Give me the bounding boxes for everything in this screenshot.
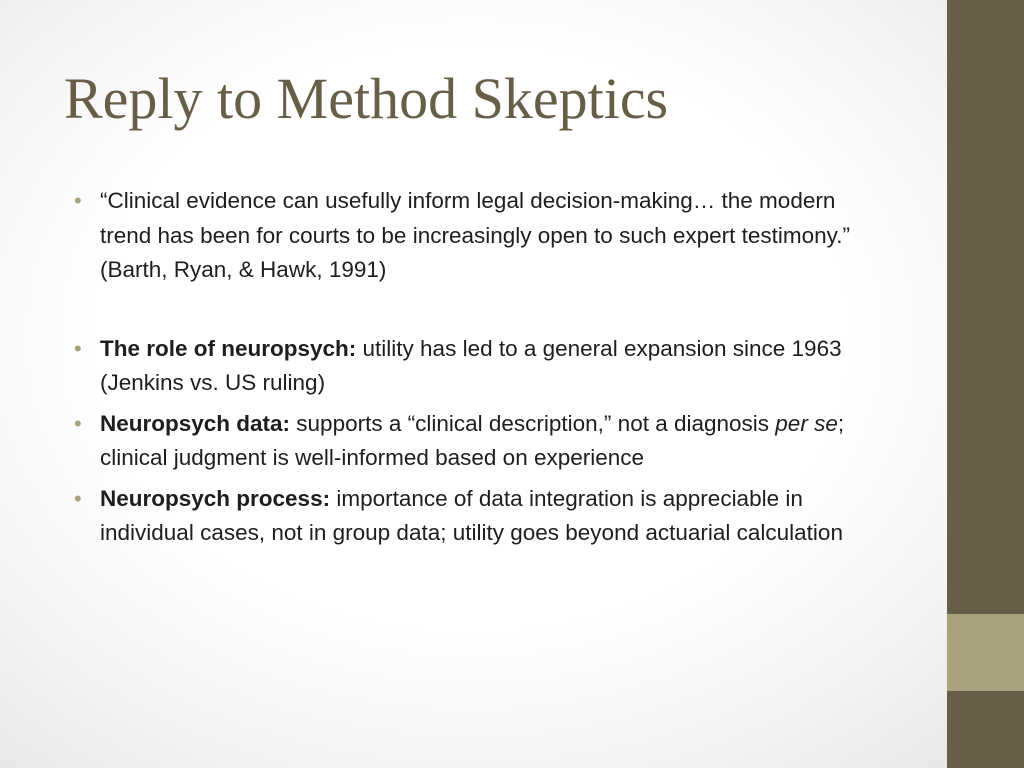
- bullet-heading: Neuropsych process:: [100, 485, 331, 511]
- bullet-list: [74, 184, 874, 557]
- bullet-marker: •: [74, 485, 82, 511]
- bullet-heading: Neuropsych data:: [100, 410, 291, 436]
- bullet-heading: The role of neuropsych:: [100, 335, 357, 361]
- bullet-text: supports a “clinical description,” not a diagnosis: [290, 410, 776, 436]
- bullet-text: “Clinical evidence can usefully inform legal decision-making… the modern trend has been for courts to be increasingly open to such expert testimony.” (Barth, Ryan, & Hawk, 1991): [100, 188, 850, 282]
- bullet-marker: •: [74, 410, 82, 436]
- bullet-item-process: [74, 482, 874, 551]
- sidebar-accent-block: [947, 614, 1024, 691]
- bullet-text: importance of data integration is appreciable in individual cases, not in group data; utility goes beyond actuarial calculation: [100, 485, 843, 545]
- bullet-italic-text: per se: [775, 410, 838, 436]
- slide-title: Reply to Method Skeptics: [64, 66, 669, 131]
- bullet-marker: •: [74, 188, 82, 213]
- bullet-item-quote: [74, 184, 874, 288]
- bullet-item-data: [74, 407, 874, 476]
- bullet-text: utility has led to a general expansion since 1963 (Jenkins vs. US ruling): [100, 335, 842, 395]
- bullet-marker: •: [74, 335, 82, 361]
- bullet-item-role: [74, 332, 874, 401]
- bullet-text-continued: ; clinical judgment is well-informed based on experience: [100, 410, 845, 470]
